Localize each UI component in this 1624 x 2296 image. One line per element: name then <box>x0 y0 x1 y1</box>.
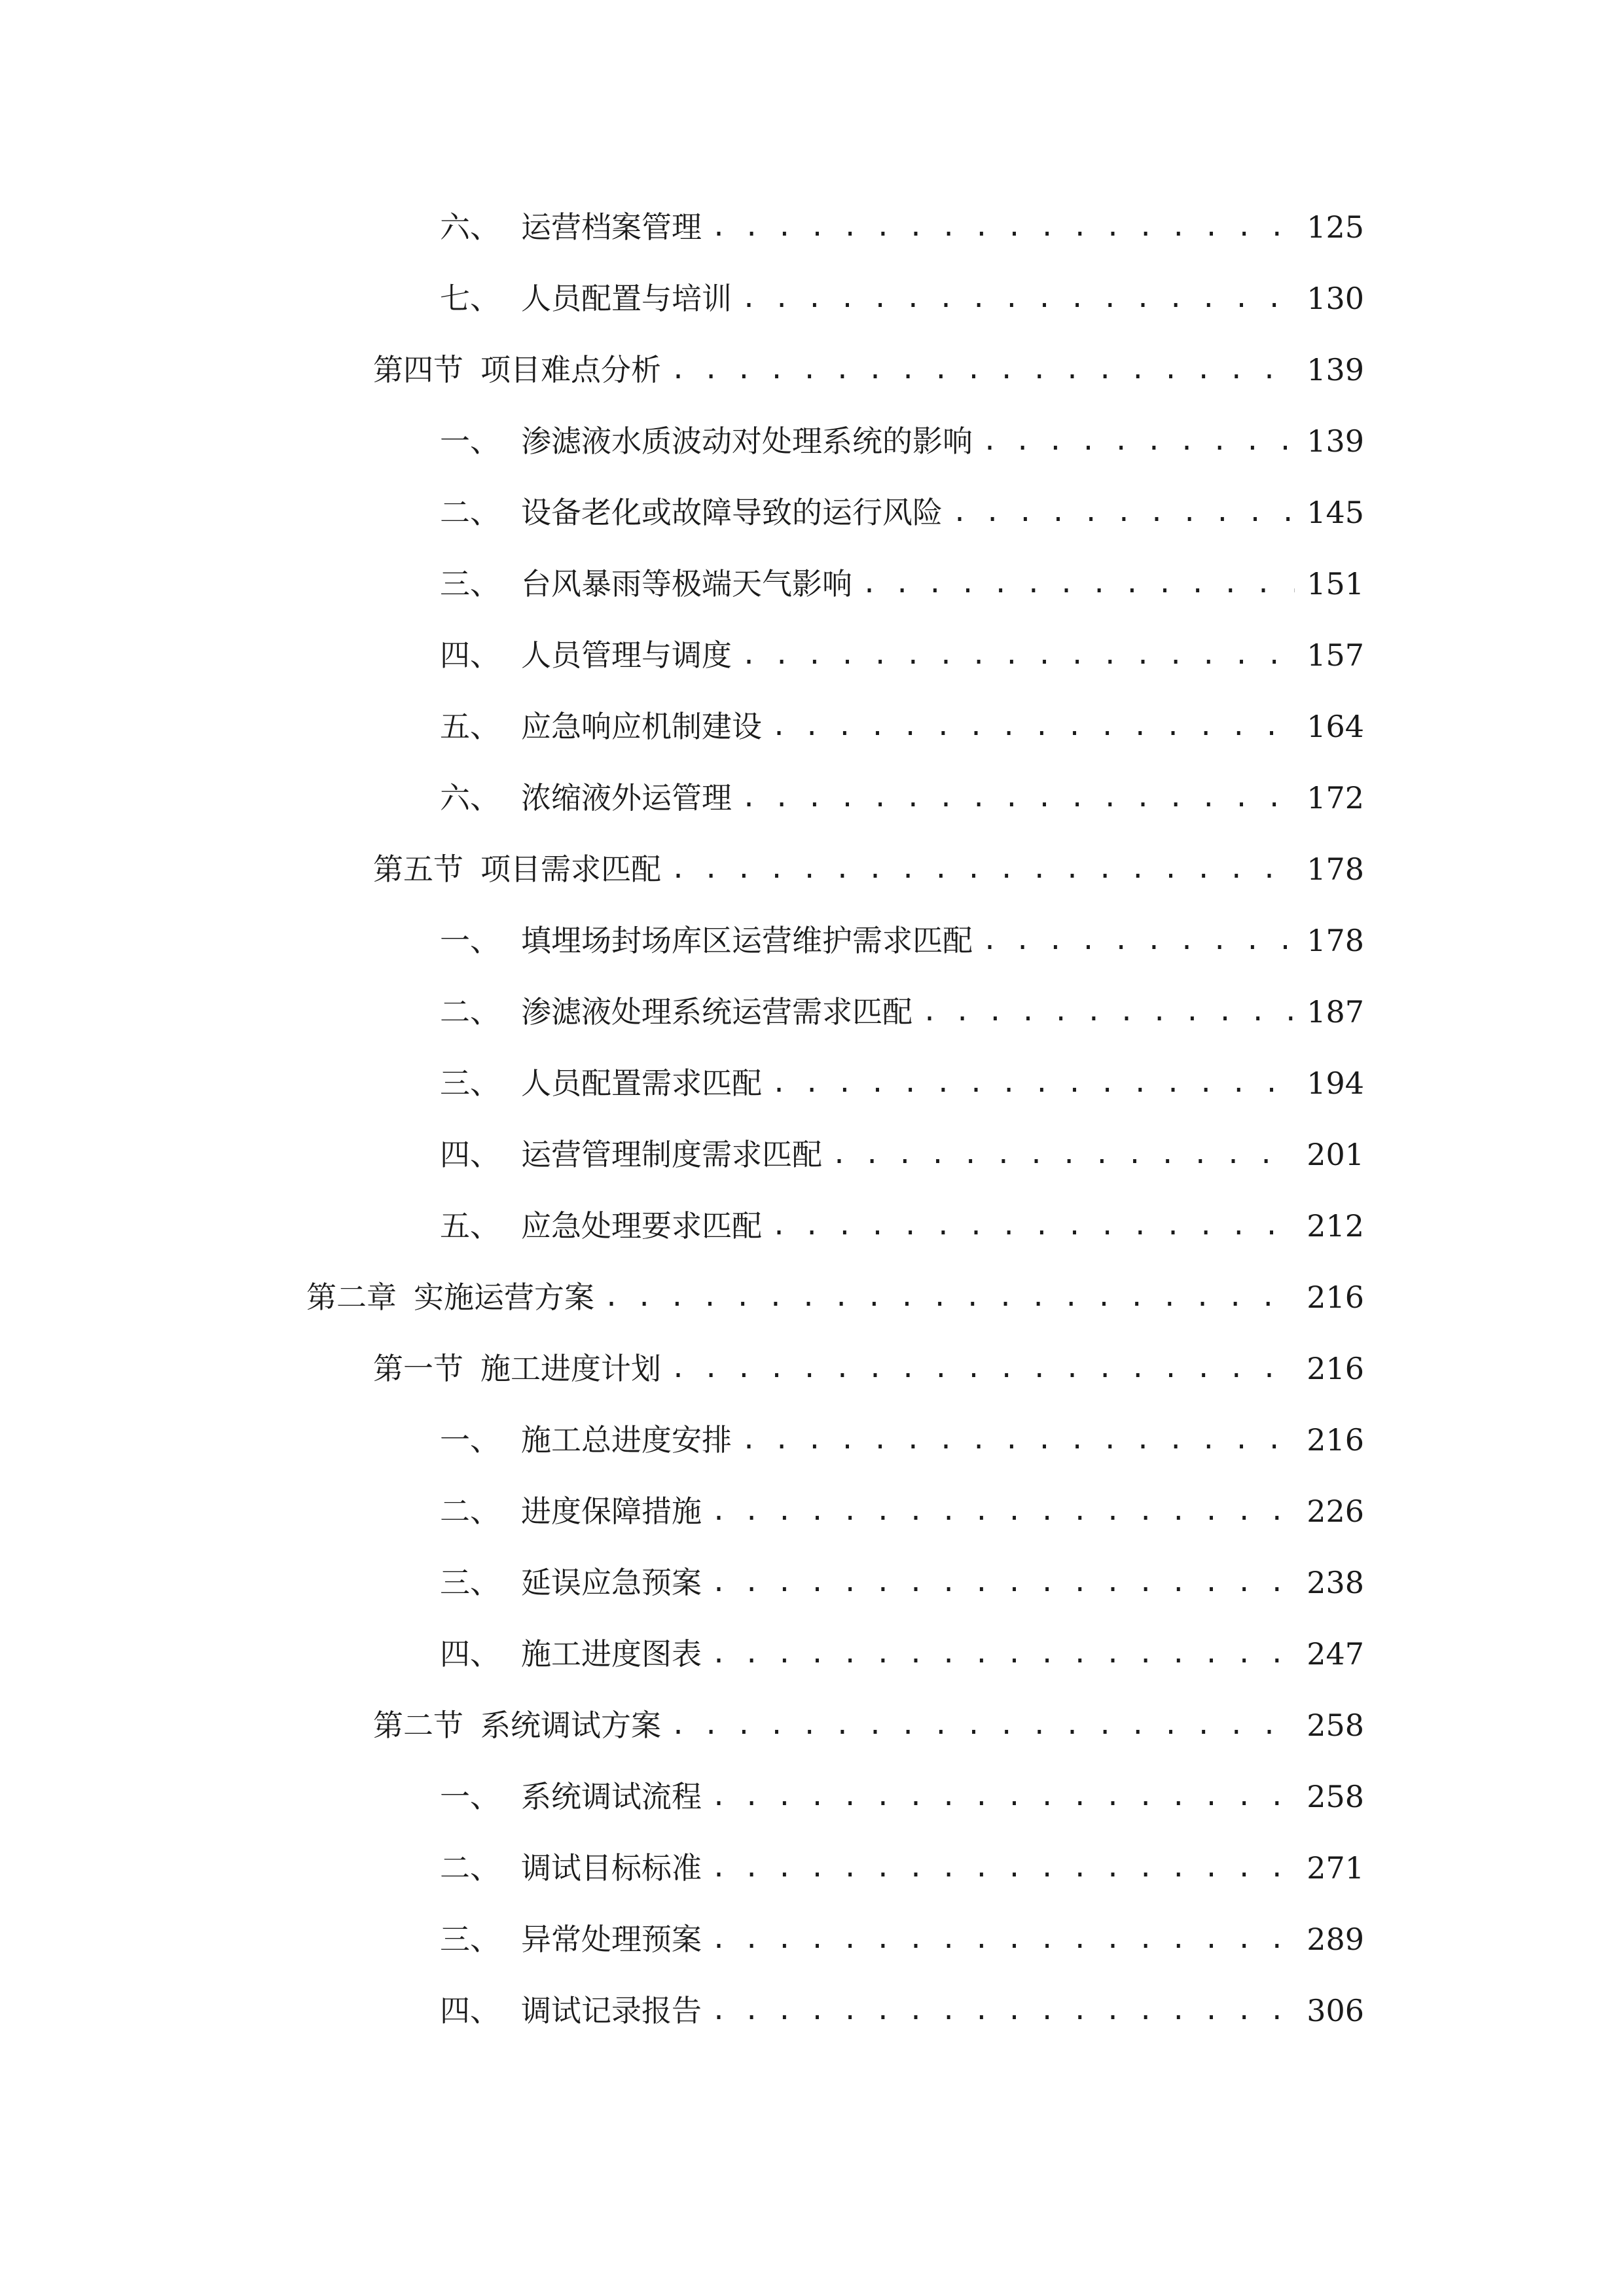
toc-entry[interactable] <box>373 1342 1364 1395</box>
toc-entry-page: 212 <box>1307 1208 1364 1244</box>
toc-entry-page: 172 <box>1307 780 1364 816</box>
toc-entry[interactable] <box>440 1984 1364 2037</box>
toc-entry-title: 系统调试方案 <box>480 1708 661 1743</box>
toc-entry-title: 设备老化或故障导致的运行风险 <box>521 495 943 530</box>
toc-entry-title: 人员配置需求匹配 <box>521 1066 762 1101</box>
toc-entry-page: 157 <box>1307 637 1364 673</box>
toc-entry-number: 七、 <box>440 281 500 316</box>
toc-entry-title: 施工总进度安排 <box>521 1422 732 1458</box>
toc-entry-page: 247 <box>1307 1636 1364 1672</box>
toc-entry-number: 六、 <box>440 209 500 245</box>
toc-entry[interactable] <box>440 1200 1364 1252</box>
toc-entry-number: 五、 <box>440 709 500 744</box>
toc-entry-number: 第二节 <box>373 1708 463 1743</box>
toc-entry[interactable] <box>440 1057 1364 1109</box>
toc-entry-page: 139 <box>1307 423 1364 459</box>
toc-entry-number: 第一节 <box>373 1351 463 1386</box>
dot-leader <box>741 272 1295 325</box>
dot-leader <box>711 1984 1295 2037</box>
toc-entry-number: 四、 <box>440 1636 500 1672</box>
toc-entry-page: 226 <box>1307 1494 1364 1529</box>
toc-entry[interactable] <box>306 1271 1364 1323</box>
toc-entry-title: 实施运营方案 <box>414 1280 594 1315</box>
toc-entry[interactable] <box>440 1842 1364 1894</box>
dot-leader <box>711 1485 1295 1537</box>
dot-leader <box>711 1842 1295 1894</box>
dot-leader <box>741 629 1295 681</box>
toc-entry-number: 二、 <box>440 994 500 1030</box>
toc-entry-number: 第五节 <box>373 852 463 887</box>
toc-entry-title: 人员管理与调度 <box>521 637 732 673</box>
dot-leader <box>670 1342 1295 1395</box>
toc-entry-page: 178 <box>1307 852 1364 887</box>
toc-entry[interactable] <box>440 486 1364 539</box>
toc-entry-number: 一、 <box>440 923 500 958</box>
toc-entry-page: 178 <box>1307 923 1364 958</box>
toc-entry-page: 271 <box>1307 1850 1364 1886</box>
dot-leader <box>711 1913 1295 1965</box>
dot-leader <box>831 1128 1295 1181</box>
toc-entry-page: 187 <box>1307 994 1364 1030</box>
toc-entry-number: 五、 <box>440 1208 500 1244</box>
toc-entry-page: 164 <box>1307 709 1364 744</box>
toc-entry-number: 一、 <box>440 1779 500 1814</box>
toc-entry-number: 三、 <box>440 1565 500 1600</box>
toc-entry-page: 306 <box>1307 1993 1364 2028</box>
toc-entry-title: 应急响应机制建设 <box>521 709 762 744</box>
toc-entry[interactable] <box>440 272 1364 325</box>
toc-entry-number: 四、 <box>440 637 500 673</box>
toc-entry-number: 三、 <box>440 1066 500 1101</box>
toc-entry-title: 渗滤液处理系统运营需求匹配 <box>521 994 912 1030</box>
toc-entry[interactable] <box>440 1913 1364 1965</box>
toc-entry-title: 填埋场封场库区运营维护需求匹配 <box>521 923 973 958</box>
toc-entry[interactable] <box>440 986 1364 1038</box>
toc-entry[interactable] <box>440 700 1364 753</box>
dot-leader <box>952 486 1295 539</box>
toc-entry-title: 延误应急预案 <box>521 1565 702 1600</box>
toc-entry-title: 浓缩液外运管理 <box>521 780 732 816</box>
toc-entry-page: 289 <box>1307 1922 1364 1957</box>
toc-entry-title: 台风暴雨等极端天气影响 <box>521 566 852 601</box>
toc-entry[interactable] <box>440 629 1364 681</box>
toc-entry-number: 一、 <box>440 423 500 459</box>
toc-entry-title: 进度保障措施 <box>521 1494 702 1529</box>
toc-entry-number: 二、 <box>440 1850 500 1886</box>
toc-entry-number: 六、 <box>440 780 500 816</box>
toc-entry-title: 运营管理制度需求匹配 <box>521 1137 822 1172</box>
dot-leader <box>982 914 1295 967</box>
dot-leader <box>604 1271 1295 1323</box>
toc-entry-title: 调试目标标准 <box>521 1850 702 1886</box>
dot-leader <box>670 843 1295 895</box>
toc-entry-page: 139 <box>1307 352 1364 387</box>
toc-entry[interactable] <box>440 772 1364 824</box>
toc-entry-number: 第四节 <box>373 352 463 387</box>
toc-entry-page: 216 <box>1307 1280 1364 1315</box>
toc-entry-number: 二、 <box>440 495 500 530</box>
toc-entry[interactable] <box>440 1485 1364 1537</box>
toc-entry-title: 施工进度图表 <box>521 1636 702 1672</box>
toc-entry[interactable] <box>440 1128 1364 1181</box>
toc-entry-page: 216 <box>1307 1351 1364 1386</box>
toc-entry-number: 四、 <box>440 1993 500 2028</box>
dot-leader <box>670 344 1295 396</box>
dot-leader <box>711 1770 1295 1823</box>
toc-entry-number: 三、 <box>440 566 500 601</box>
toc-entry-page: 125 <box>1307 209 1364 245</box>
toc-entry[interactable] <box>440 1628 1364 1680</box>
toc-entry[interactable] <box>440 1770 1364 1823</box>
toc-entry-title: 调试记录报告 <box>521 1993 702 2028</box>
toc-entry-page: 258 <box>1307 1779 1364 1814</box>
toc-entry-title: 应急处理要求匹配 <box>521 1208 762 1244</box>
toc-entry-number: 三、 <box>440 1922 500 1957</box>
toc-entry-title: 异常处理预案 <box>521 1922 702 1957</box>
toc-entry-page: 258 <box>1307 1708 1364 1743</box>
toc-entry-title: 项目需求匹配 <box>480 852 661 887</box>
toc-entry-title: 运营档案管理 <box>521 209 702 245</box>
dot-leader <box>771 700 1295 753</box>
toc-entry-page: 194 <box>1307 1066 1364 1101</box>
dot-leader <box>922 986 1295 1038</box>
toc-entry-page: 145 <box>1307 495 1364 530</box>
toc-entry[interactable] <box>440 201 1364 253</box>
dot-leader <box>982 415 1295 467</box>
dot-leader <box>771 1057 1295 1109</box>
toc-entry-page: 238 <box>1307 1565 1364 1600</box>
dot-leader <box>771 1200 1295 1252</box>
toc-entry-number: 一、 <box>440 1422 500 1458</box>
toc-entry[interactable] <box>440 914 1364 967</box>
toc-entry[interactable] <box>373 1699 1364 1751</box>
toc-entry-title: 系统调试流程 <box>521 1779 702 1814</box>
toc-entry-number: 第二章 <box>306 1280 397 1315</box>
dot-leader <box>711 201 1295 253</box>
toc-entry[interactable] <box>440 415 1364 467</box>
dot-leader <box>670 1699 1295 1751</box>
toc-entry-number: 二、 <box>440 1494 500 1529</box>
toc-entry-page: 201 <box>1307 1137 1364 1172</box>
toc-entry-title: 项目难点分析 <box>480 352 661 387</box>
dot-leader <box>711 1556 1295 1609</box>
toc-entry[interactable] <box>440 1414 1364 1466</box>
toc-entry-number: 四、 <box>440 1137 500 1172</box>
toc-entry-title: 施工进度计划 <box>480 1351 661 1386</box>
toc-entry[interactable] <box>373 344 1364 396</box>
toc-entry-title: 渗滤液水质波动对处理系统的影响 <box>521 423 973 459</box>
toc-entry-page: 130 <box>1307 281 1364 316</box>
toc-entry[interactable] <box>373 843 1364 895</box>
toc-entry[interactable] <box>440 558 1364 610</box>
toc-entry[interactable] <box>440 1556 1364 1609</box>
dot-leader <box>741 1414 1295 1466</box>
toc-entry-title: 人员配置与培训 <box>521 281 732 316</box>
dot-leader <box>861 558 1295 610</box>
toc-entry-page: 216 <box>1307 1422 1364 1458</box>
dot-leader <box>741 772 1295 824</box>
toc-entry-page: 151 <box>1307 566 1364 601</box>
dot-leader <box>711 1628 1295 1680</box>
